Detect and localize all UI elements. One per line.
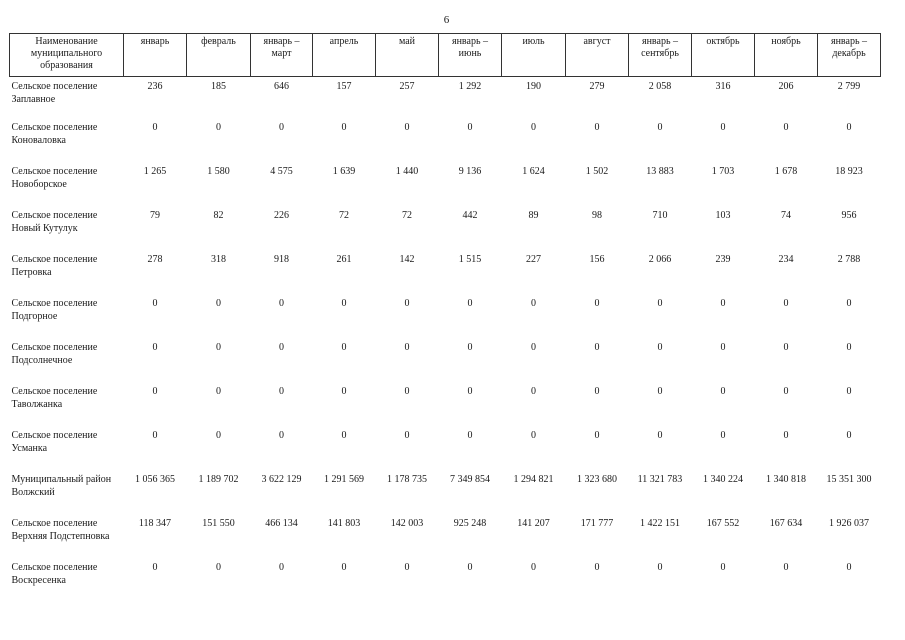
value-cell: 1 189 702: [198, 474, 239, 485]
value-cell: 0: [783, 342, 789, 353]
value-cell: 239: [715, 254, 731, 265]
value-cell: 0: [531, 430, 536, 441]
header-cell-month: ноябрь: [755, 34, 818, 77]
value-cell: 710: [652, 210, 668, 221]
value-cell: 0: [720, 562, 726, 573]
value-cell: 646: [274, 81, 289, 92]
value-cell: 0: [531, 386, 536, 397]
value-cell: 151 550: [202, 518, 235, 529]
value-cell: 2 066: [648, 254, 672, 265]
row-name-cell: Сельское поселение Таволжанка: [11, 386, 98, 410]
value-cell: 0: [657, 430, 663, 441]
row-name-cell: Сельское поселение Коноваловка: [11, 122, 98, 146]
value-cell: 0: [594, 298, 600, 309]
row-name-cell: Сельское поселение Верхняя Подстепновка: [11, 518, 110, 542]
value-cell: 0: [846, 298, 852, 309]
value-cell: 279: [589, 81, 605, 92]
value-cell: 0: [404, 386, 410, 397]
value-cell: 2 788: [837, 254, 861, 265]
table-row: [10, 165, 881, 209]
value-cell: 0: [467, 342, 473, 353]
value-cell: 167 634: [769, 518, 803, 529]
value-cell: 0: [467, 122, 473, 133]
value-cell: 0: [341, 430, 347, 441]
value-cell: 234: [778, 254, 794, 265]
value-cell: 1 678: [774, 166, 798, 177]
header-cell-month: январь – декабрь: [818, 34, 881, 77]
value-cell: 1 440: [395, 166, 419, 177]
value-cell: 9 136: [458, 166, 482, 177]
row-name-cell: Сельское поселение Усманка: [11, 430, 98, 454]
value-cell: 11 321 783: [637, 474, 683, 485]
value-cell: 7 349 854: [450, 474, 490, 485]
header-cell-month: апрель: [313, 34, 376, 77]
value-cell: 1 265: [143, 166, 167, 177]
value-cell: 0: [594, 386, 600, 397]
value-cell: 0: [720, 342, 726, 353]
header-cell-month: январь: [124, 34, 187, 77]
value-cell: 0: [531, 298, 536, 309]
value-cell: 13 883: [646, 166, 674, 177]
page-number: 6: [443, 14, 450, 26]
value-cell: 0: [279, 386, 284, 397]
value-cell: 278: [147, 254, 163, 265]
table-row: [10, 253, 881, 297]
value-cell: 0: [216, 342, 221, 353]
value-cell: 0: [152, 386, 158, 397]
value-cell: 118 347: [138, 518, 172, 529]
table-row: [10, 473, 881, 517]
row-name-cell: Муниципальный район Волжский: [11, 474, 112, 498]
value-cell: 0: [531, 562, 536, 573]
table-row: [10, 561, 881, 605]
value-cell: 925 248: [453, 518, 487, 529]
value-cell: 0: [720, 386, 726, 397]
value-cell: 956: [841, 210, 857, 221]
header-cell-month: май: [376, 34, 439, 77]
value-cell: 0: [279, 342, 284, 353]
row-name-cell: Сельское поселение Подсолнечное: [11, 342, 98, 366]
value-cell: 0: [594, 122, 600, 133]
value-cell: 1 502: [585, 166, 609, 177]
value-cell: 1 422 151: [640, 518, 680, 529]
data-table: [9, 33, 881, 605]
value-cell: 0: [152, 430, 158, 441]
value-cell: 0: [720, 122, 726, 133]
row-name-cell: Сельское поселение Новый Кутулук: [11, 210, 98, 234]
value-cell: 141 207: [517, 518, 550, 529]
value-cell: 0: [846, 342, 852, 353]
value-cell: 0: [720, 430, 726, 441]
value-cell: 1 291 569: [324, 474, 364, 485]
value-cell: 0: [341, 122, 347, 133]
value-cell: 0: [279, 430, 284, 441]
value-cell: 227: [526, 254, 541, 265]
value-cell: 1 703: [711, 166, 735, 177]
header-cell-month: август: [566, 34, 629, 77]
value-cell: 0: [216, 430, 221, 441]
value-cell: 0: [404, 342, 410, 353]
value-cell: 0: [279, 122, 284, 133]
value-cell: 0: [783, 562, 789, 573]
value-cell: 1 292: [458, 81, 482, 92]
value-cell: 0: [152, 562, 158, 573]
value-cell: 79: [150, 210, 160, 221]
value-cell: 0: [846, 562, 852, 573]
value-cell: 0: [152, 122, 158, 133]
value-cell: 3 622 129: [261, 474, 302, 485]
value-cell: 1 639: [332, 166, 356, 177]
table-header: [10, 34, 881, 77]
header-cell-month: январь – март: [251, 34, 313, 77]
value-cell: 157: [336, 81, 352, 92]
value-cell: 0: [341, 342, 347, 353]
value-cell: 0: [404, 122, 410, 133]
value-cell: 0: [657, 122, 663, 133]
table-row: [10, 121, 881, 165]
value-cell: 72: [339, 210, 349, 221]
value-cell: 2 058: [648, 81, 672, 92]
header-cell-name: Наименование муниципального образования: [10, 34, 124, 77]
value-cell: 190: [526, 81, 541, 92]
value-cell: 4 575: [270, 166, 293, 177]
value-cell: 98: [592, 210, 602, 221]
value-cell: 1 178 735: [387, 474, 427, 485]
value-cell: 142 003: [390, 518, 424, 529]
header-cell-month: январь – июнь: [439, 34, 502, 77]
value-cell: 0: [783, 430, 789, 441]
value-cell: 0: [594, 562, 600, 573]
value-cell: 156: [589, 254, 605, 265]
value-cell: 82: [213, 210, 224, 221]
value-cell: 226: [274, 210, 289, 221]
header-cell-month: февраль: [187, 34, 251, 77]
value-cell: 103: [715, 210, 731, 221]
value-cell: 0: [531, 122, 536, 133]
value-cell: 257: [399, 81, 415, 92]
value-cell: 0: [846, 122, 852, 133]
value-cell: 0: [279, 562, 284, 573]
header-cell-month: июль: [502, 34, 566, 77]
value-cell: 0: [657, 562, 663, 573]
header-cell-month: октябрь: [692, 34, 755, 77]
value-cell: 0: [216, 298, 221, 309]
value-cell: 185: [211, 81, 226, 92]
value-cell: 1 323 680: [577, 474, 617, 485]
value-cell: 0: [467, 562, 473, 573]
table-row: [10, 209, 881, 253]
value-cell: 0: [404, 430, 410, 441]
value-cell: 1 340 224: [703, 474, 743, 485]
value-cell: 918: [274, 254, 289, 265]
table-row: [10, 517, 881, 561]
value-cell: 0: [783, 386, 789, 397]
value-cell: 15 351 300: [826, 474, 872, 485]
value-cell: 0: [846, 386, 852, 397]
value-cell: 0: [152, 342, 158, 353]
value-cell: 261: [336, 254, 352, 265]
value-cell: 141 803: [327, 518, 361, 529]
value-cell: 0: [657, 298, 663, 309]
row-name-cell: Сельское поселение Петровка: [11, 254, 98, 278]
value-cell: 1 624: [522, 166, 545, 177]
value-cell: 1 926 037: [829, 518, 869, 529]
value-cell: 0: [216, 122, 221, 133]
value-cell: 0: [467, 298, 473, 309]
value-cell: 0: [720, 298, 726, 309]
value-cell: 0: [341, 562, 347, 573]
value-cell: 1 515: [458, 254, 482, 265]
value-cell: 466 134: [265, 518, 298, 529]
value-cell: 2 799: [837, 81, 861, 92]
row-name-cell: Сельское поселение Воскресенка: [11, 562, 98, 586]
value-cell: 0: [216, 562, 221, 573]
value-cell: 0: [467, 386, 473, 397]
value-cell: 0: [216, 386, 221, 397]
value-cell: 0: [341, 298, 347, 309]
value-cell: 0: [657, 386, 663, 397]
value-cell: 0: [783, 122, 789, 133]
value-cell: 0: [279, 298, 284, 309]
value-cell: 0: [594, 430, 600, 441]
value-cell: 1 056 365: [135, 474, 175, 485]
value-cell: 18 923: [835, 166, 863, 177]
table-row: [10, 429, 881, 473]
value-cell: 142: [399, 254, 415, 265]
value-cell: 89: [528, 210, 539, 221]
value-cell: 0: [531, 342, 536, 353]
value-cell: 318: [211, 254, 226, 265]
value-cell: 236: [147, 81, 163, 92]
table-row: [10, 297, 881, 341]
value-cell: 1 294 821: [513, 474, 554, 485]
row-name-cell: Сельское поселение Заплавное: [11, 81, 98, 105]
value-cell: 0: [594, 342, 600, 353]
value-cell: 167 552: [706, 518, 740, 529]
value-cell: 74: [781, 210, 791, 221]
header-row: [10, 34, 881, 77]
value-cell: 0: [341, 386, 347, 397]
value-cell: 206: [778, 81, 794, 92]
value-cell: 0: [783, 298, 789, 309]
table-row: [10, 341, 881, 385]
value-cell: 316: [715, 81, 731, 92]
table-body: [10, 77, 881, 606]
table-row: [10, 77, 881, 122]
value-cell: 1 580: [207, 166, 230, 177]
value-cell: 0: [404, 298, 410, 309]
row-name-cell: Сельское поселение Подгорное: [11, 298, 98, 322]
value-cell: 0: [657, 342, 663, 353]
value-cell: 1 340 818: [766, 474, 806, 485]
value-cell: 0: [467, 430, 473, 441]
value-cell: 0: [152, 298, 158, 309]
value-cell: 0: [404, 562, 410, 573]
value-cell: 72: [402, 210, 412, 221]
table-row: [10, 385, 881, 429]
row-name-cell: Сельское поселение Новоборское: [11, 166, 98, 190]
header-cell-month: январь – сентябрь: [629, 34, 692, 77]
value-cell: 171 777: [580, 518, 614, 529]
value-cell: 0: [846, 430, 852, 441]
value-cell: 442: [462, 210, 478, 221]
